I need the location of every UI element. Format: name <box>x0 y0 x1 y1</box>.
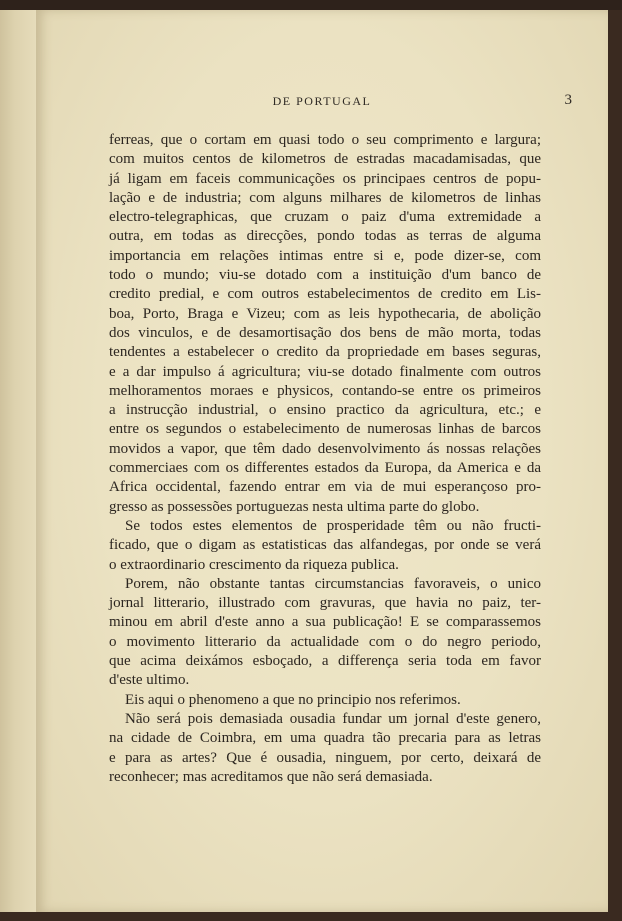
book-page <box>36 10 608 912</box>
text-line: reconhecer; mas acreditamos que não será demasiada. <box>109 768 433 785</box>
text-line: lação e de industria; com alguns milhares de kilometros de linhas <box>109 189 541 206</box>
page-number: 3 <box>564 92 572 108</box>
text-line: na cidade de Coimbra, em uma quadra tão precaria para as letras <box>109 730 541 747</box>
text-line: electro-telegraphicas, que cruzam o paiz d'uma extremidade a <box>109 209 541 226</box>
text-line: Se todos estes elementos de prosperidade têm ou não fructi- <box>125 517 541 534</box>
text-line: jornal litterario, illustrado com gravuras, que havia no paiz, ter- <box>109 595 541 612</box>
text-line: Africa occidental, fazendo entrar em via de mui esperançoso pro- <box>109 479 541 496</box>
text-line: Porem, não obstante tantas circumstancias favoraveis, o unico <box>125 575 541 592</box>
text-line: boa, Porto, Braga e Vizeu; com as leis hypothecaria, de abolição <box>109 305 541 322</box>
running-title: DE PORTUGAL <box>272 94 372 108</box>
text-line: credito predial, e com outros estabelecimentos de credito em Lis- <box>109 286 541 303</box>
text-line: ferreas, que o cortam em quasi todo o seu comprimento e largura; <box>109 132 541 148</box>
text-line: que acima deixámos esboçado, a differença seria toda em favor <box>109 653 541 670</box>
text-line: melhoramentos moraes e physicos, contando-se entre os primeiros <box>109 382 541 399</box>
text-line: dos vinculos, e de desamortisação dos bens de mão morta, todas <box>109 324 541 341</box>
text-line: d'este ultimo. <box>109 672 190 689</box>
running-head <box>36 94 608 114</box>
text-line: a instrucção industrial, o ensino practico da agricultura, etc.; e <box>109 402 541 419</box>
text-line: ficado, que o digam as estatisticas das alfandegas, por onde se verá <box>109 537 541 554</box>
text-line: gresso as possessões portuguezas nesta ultima parte do globo. <box>109 498 480 515</box>
scan-frame <box>0 0 622 10</box>
facing-page-edge <box>0 10 37 912</box>
text-line: e para as artes? Que é ousadia, ninguem, por certo, deixará de <box>109 749 541 766</box>
text-line: tendentes a estabelecer o credito da propriedade em bases seguras, <box>109 344 541 361</box>
text-line: outra, em todas as direcções, pondo todas as terras de alguma <box>109 228 541 245</box>
text-line: o movimento litterario da actualidade com o do negro periodo, <box>109 633 541 650</box>
text-line: e a dar impulso á agricultura; viu-se dotado finalmente com outros <box>109 363 541 380</box>
text-line: já ligam em faceis communicações os principaes centros de popu- <box>109 170 541 187</box>
text-line: entre os segundos o estabelecimento de numerosas linhas de barcos <box>109 421 541 438</box>
text-line: minou em abril d'este anno a sua publicação! E se comparassemos <box>109 614 541 631</box>
text-line: Eis aqui o phenomeno a que no principio nos referimos. <box>125 691 461 708</box>
text-line: movidos a vapor, que têm dado desenvolvimento ás nossas relações <box>109 440 541 457</box>
text-line: todo o mundo; viu-se dotado com a instituição d'um banco de <box>109 267 541 284</box>
text-line: commerciaes com os differentes estados da Europa, da America e da <box>109 460 541 477</box>
text-line: Não será pois demasiada ousadia fundar um jornal d'este genero, <box>125 710 541 727</box>
text-line: com muitos centos de kilometros de estradas macadamisadas, que <box>109 151 541 168</box>
text-line: o extraordinario crescimento da riqueza publica. <box>109 556 399 573</box>
body-text <box>109 131 541 787</box>
text-line: importancia em relações intimas entre si e, pode dizer-se, com <box>109 247 541 264</box>
